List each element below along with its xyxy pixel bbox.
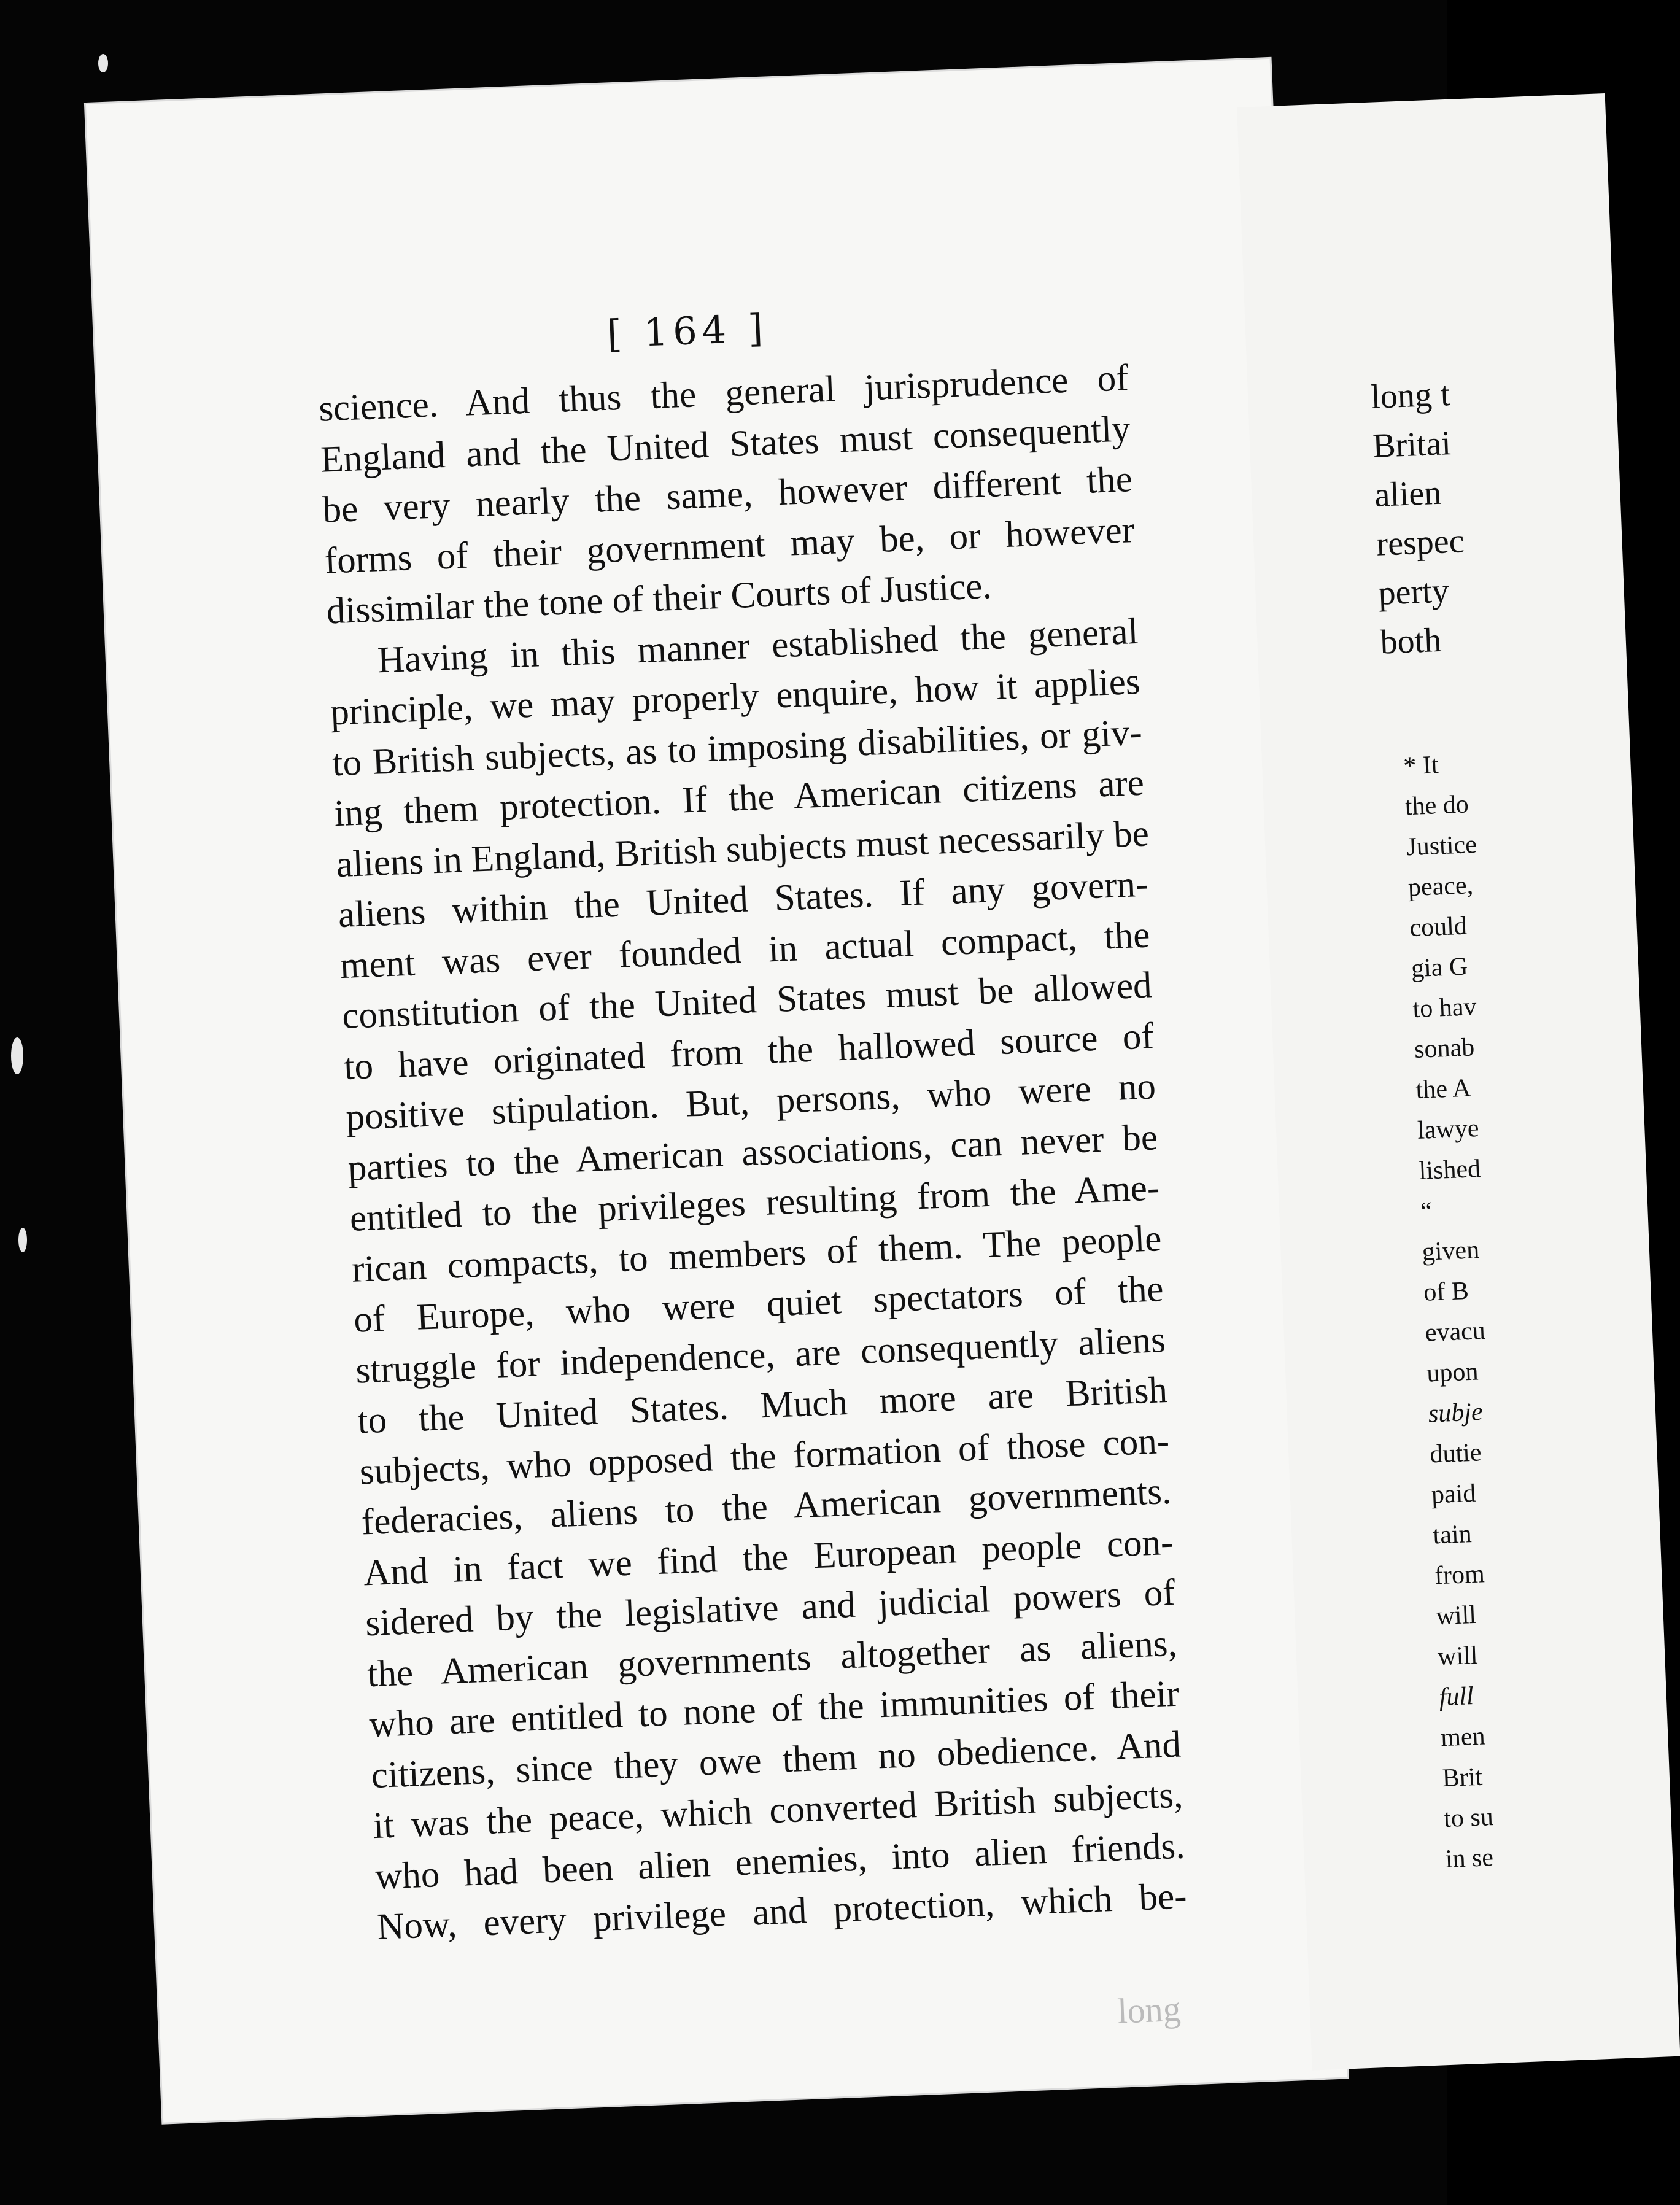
footnote-line: given bbox=[1421, 1236, 1480, 1266]
footnote-line: Justice bbox=[1406, 830, 1477, 862]
footnote-line: gia G bbox=[1411, 952, 1469, 983]
footnote-line: lawye bbox=[1417, 1114, 1480, 1145]
footnote-line: upon bbox=[1426, 1357, 1479, 1388]
footnote-line: paid bbox=[1431, 1479, 1477, 1509]
text-line: entitled to the privileges resulting from the Ame- bbox=[349, 1167, 1161, 1239]
text-line: rican compacts, to members of them. The people bbox=[350, 1217, 1163, 1290]
text-line: long t bbox=[1370, 375, 1451, 416]
text-line: perty bbox=[1377, 572, 1450, 613]
footnote-line: peace, bbox=[1407, 871, 1474, 902]
scan-speck bbox=[18, 1228, 27, 1252]
text-line: subjects, who opposed the formation of those con- bbox=[358, 1420, 1171, 1493]
page-number: [ 164 ] bbox=[606, 305, 769, 357]
text-line: And in fact we find the European people con- bbox=[362, 1521, 1174, 1594]
footnote-line: to su bbox=[1443, 1803, 1494, 1834]
footnote-line: to hav bbox=[1412, 993, 1477, 1024]
footnote-line: in se bbox=[1444, 1843, 1494, 1874]
catchword: long bbox=[1117, 1988, 1182, 2031]
text-line: constitution of the United States must be allowed bbox=[341, 964, 1153, 1037]
footnote-line: lished bbox=[1418, 1155, 1481, 1185]
text-line: be very nearly the same, however different the bbox=[322, 459, 1133, 531]
text-line: Britai bbox=[1372, 424, 1452, 465]
footnote-line: from bbox=[1434, 1560, 1485, 1591]
footnote-line: the do bbox=[1404, 790, 1469, 821]
text-line: the American governments altogether as aliens, bbox=[366, 1622, 1178, 1695]
body-text bbox=[318, 353, 1188, 1953]
text-line: principle, we may properly enquire, how it applies bbox=[330, 661, 1141, 734]
text-line: aliens in England, British subjects must necessarily be bbox=[335, 812, 1150, 885]
footnote-line: tain bbox=[1432, 1520, 1473, 1550]
text-line: who are entitled to none of the immunities of their bbox=[368, 1673, 1180, 1746]
text-line: both bbox=[1379, 621, 1442, 662]
footnote-line: dutie bbox=[1429, 1438, 1482, 1469]
footnote-line: the A bbox=[1415, 1074, 1472, 1104]
footnote-line: sonab bbox=[1414, 1033, 1475, 1064]
footnote-line: * It bbox=[1403, 751, 1439, 781]
left-page bbox=[86, 59, 1347, 2123]
text-line: to have originated from the hallowed source of bbox=[343, 1015, 1155, 1088]
footnote-line: of B bbox=[1423, 1276, 1469, 1307]
facing-page-text bbox=[1370, 370, 1469, 667]
text-line: ment was ever founded in actual compact, the bbox=[339, 913, 1151, 986]
text-line: ing them protection. If the American citizens are bbox=[333, 762, 1145, 835]
text-line: who had been alien enemies, into alien friends. bbox=[374, 1824, 1186, 1897]
text-line: science. And thus the general jurisprudence of bbox=[318, 357, 1129, 430]
text-line: it was the peace, which converted British subjects, bbox=[372, 1774, 1184, 1847]
footnote-line: will bbox=[1437, 1641, 1479, 1672]
text-line: Now, every privilege and protection, which be- bbox=[376, 1875, 1188, 1948]
footnote-line: full bbox=[1438, 1682, 1474, 1712]
footnote-line: “ bbox=[1420, 1197, 1433, 1226]
text-line: alien bbox=[1374, 473, 1442, 514]
footnote-line: subje bbox=[1428, 1398, 1484, 1428]
footnote-line: men bbox=[1440, 1722, 1486, 1753]
footnote-line: will bbox=[1435, 1600, 1477, 1631]
text-line: parties to the American associations, can never be bbox=[347, 1116, 1159, 1189]
facing-page bbox=[1237, 93, 1680, 2071]
scan-speck bbox=[11, 1037, 23, 1074]
text-line: struggle for independence, are consequently aliens bbox=[355, 1319, 1166, 1392]
text-line: dissimilar the tone of their Courts of Justice. bbox=[325, 565, 993, 632]
text-line: England and the United States must consequently bbox=[320, 408, 1131, 481]
text-line: aliens within the United States. If any govern- bbox=[337, 863, 1149, 936]
text-line: citizens, since they owe them no obedience. And bbox=[370, 1724, 1182, 1796]
facing-page-footnote bbox=[1403, 743, 1516, 1880]
footnote-line: evacu bbox=[1424, 1316, 1486, 1347]
footnote-line: Brit bbox=[1441, 1762, 1483, 1793]
text-line: to the United States. Much more are British bbox=[357, 1369, 1168, 1442]
footnote-line: could bbox=[1409, 912, 1468, 943]
text-line: sidered by the legislative and judicial powers of bbox=[365, 1571, 1176, 1645]
text-line: Having in this manner established the general bbox=[376, 610, 1139, 681]
text-line: federacies, aliens to the American governments. bbox=[360, 1470, 1172, 1543]
text-line: forms of their government may be, or however bbox=[323, 509, 1136, 582]
scan-speck bbox=[98, 54, 108, 72]
text-line: to British subjects, as to imposing disabilities, or giv- bbox=[331, 711, 1143, 784]
text-line: respec bbox=[1376, 522, 1465, 564]
text-line: positive stipulation. But, persons, who were no bbox=[345, 1066, 1156, 1138]
text-line: of Europe, who were quiet spectators of the bbox=[353, 1268, 1164, 1341]
